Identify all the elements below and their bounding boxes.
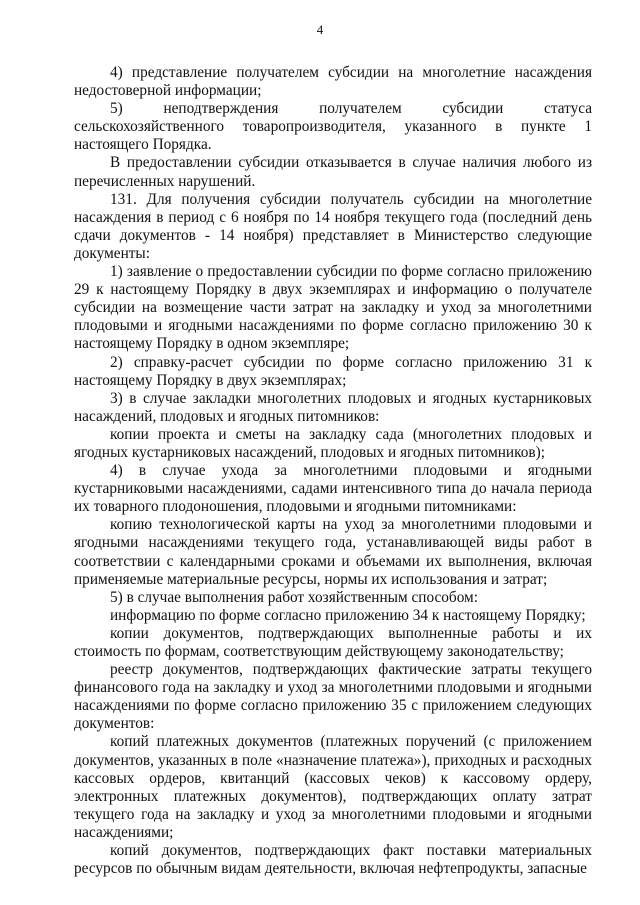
paragraph: копий документов, подтверждающих факт поставки материальных ресурсов по обычным видам деятельности, включая нефтепродукты, запасные bbox=[74, 842, 592, 878]
paragraph: информацию по форме согласно приложению 34 к настоящему Порядку; bbox=[110, 606, 586, 624]
paragraph: 4) представление получателем субсидии на многолетние насаждения недостоверной информации; bbox=[74, 64, 592, 100]
paragraph: копию технологической карты на уход за многолетними плодовыми и ягодными насаждениями текущего года, устанавливающей виды работ в соответствии с календарными сроками и объемами их выполнения, включая применяемые материальные ресурсы, нормы их использования и затрат; bbox=[74, 516, 592, 588]
paragraph: 5) в случае выполнения работ хозяйственным способом: bbox=[110, 588, 478, 606]
paragraph: 2) справку-расчет субсидии по форме согласно приложению 31 к настоящему Порядку в двух экземплярах; bbox=[74, 353, 592, 389]
paragraph: копий платежных документов (платежных поручений (с приложением документов, указанных в поле «назначение платежа»), приходных и расходных кассовых ордеров, квитанций (кассовых чеков) к кассовому ордеру, электронных платежных документов), подтверждающих оплату затрат текущего года на закладку и уход за многолетними плодовыми и ягодными насаждениями; bbox=[74, 733, 592, 841]
paragraph: 4) в случае ухода за многолетними плодовыми и ягодными кустарниковыми насаждениями, садами интенсивного типа до начала периода их товарного плодоношения, плодовыми и ягодными питомниками: bbox=[74, 462, 592, 516]
paragraph: реестр документов, подтверждающих фактические затраты текущего финансового года на закладку и уход за многолетними плодовыми и ягодными насаждениями по форме согласно приложению 35 с приложением следующих документов: bbox=[74, 661, 592, 733]
paragraph: 3) в случае закладки многолетних плодовых и ягодных кустарниковых насаждений, плодовых и ягодных питомников: bbox=[74, 389, 592, 425]
paragraph: 1) заявление о предоставлении субсидии по форме согласно приложению 29 к настоящему Порядку в двух экземплярах и информацию о получателе субсидии на возмещение части затрат на закладку и уход за многолетними плодовыми и ягодными насаждениями по форме согласно приложению 30 к настоящему Порядку в одном экземпляре; bbox=[74, 263, 592, 353]
paragraph: В предоставлении субсидии отказывается в случае наличия любого из перечисленных нарушений. bbox=[74, 154, 592, 190]
paragraph: копии документов, подтверждающих выполненные работы и их стоимость по формам, соответствующим действующему законодательству; bbox=[74, 624, 592, 660]
paragraph: 5) неподтверждения получателем субсидии статуса сельскохозяйственного товаропроизводителя, указанного в пункте 1 настоящего Порядка. bbox=[74, 100, 592, 154]
paragraph: 131. Для получения субсидии получатель субсидии на многолетние насаждения в период с 6 ноября по 14 ноября текущего года (последний день сдачи документов - 14 ноября) представляет в Министерство следующие документы: bbox=[74, 190, 592, 262]
page-number: 4 bbox=[316, 22, 324, 37]
paragraph: копии проекта и сметы на закладку сада (многолетних плодовых и ягодных кустарниковых насаждений, плодовых и ягодных питомников); bbox=[74, 425, 592, 461]
document-body bbox=[74, 64, 592, 878]
